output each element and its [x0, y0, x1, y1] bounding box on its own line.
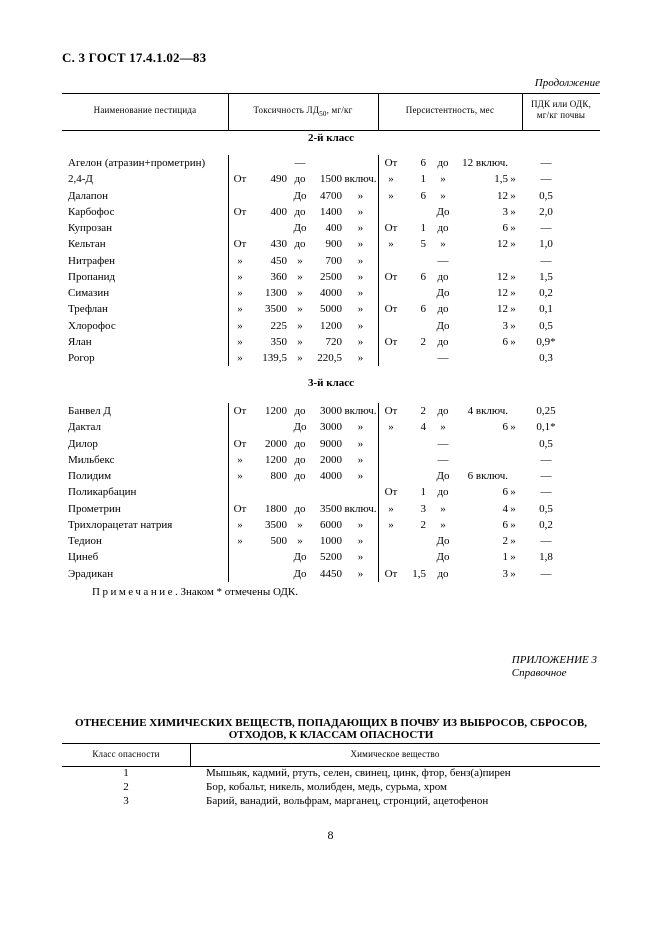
chemical-substance: Барий, ванадий, вольфрам, марганец, стронций, ацетофенон [206, 795, 489, 807]
hazard-title-line: ОТНЕСЕНИЕ ХИМИЧЕСКИХ ВЕЩЕСТВ, ПОПАДАЮЩИХ В ПОЧВУ ИЗ ВЫБРОСОВ, СБРОСОВ, [75, 717, 587, 729]
table-cell: 3500 [265, 518, 287, 531]
col-header-pdk: ПДК или ОДК, мг/кг почвы [530, 99, 592, 120]
table-cell: » [357, 254, 364, 267]
table-cell: до [437, 405, 449, 417]
chemical-substance: Мышьяк, кадмий, ртуть, селен, свинец, цинк, фтор, бенз(а)пирен [206, 767, 511, 779]
table-cell: До [436, 551, 450, 564]
appendix-heading [512, 654, 597, 680]
table-cell: до [437, 486, 449, 499]
table-cell: До [293, 567, 307, 580]
table-cell: От [233, 502, 247, 515]
continuation-label: Продолжение [534, 77, 600, 89]
class-2-heading: 2-й класс [307, 132, 355, 144]
table-cell: » [388, 502, 394, 515]
table-cell: » [297, 335, 303, 348]
table-cell: От [384, 567, 398, 580]
table-cell: 12 [497, 287, 508, 299]
table-cell: » [357, 335, 364, 348]
table-cell: » [357, 319, 364, 332]
table-cell: От [233, 205, 247, 218]
table-cell: 3 [502, 205, 508, 218]
table-cell: до [294, 205, 306, 218]
table-cell: От [384, 303, 398, 316]
pesticide-name: Купрозан [68, 222, 113, 234]
pdk-value: 0,5 [539, 319, 553, 332]
table-cell: 6 [420, 270, 426, 283]
col-divider [228, 403, 229, 582]
table-cell: до [294, 238, 306, 251]
table-cell: 12 [497, 189, 508, 202]
pesticide-name: Цинеб [68, 551, 99, 564]
table-cell: » [237, 518, 243, 531]
table-cell: До [436, 470, 450, 482]
table-cell: 500 [270, 535, 287, 547]
table-top-rule [62, 93, 600, 94]
pdk-value: 0,2 [539, 287, 553, 299]
table-cell: 360 [270, 270, 287, 283]
table-cell: 4 включ. [467, 405, 508, 417]
table-cell: » [237, 352, 243, 364]
table-cell: 2500 [320, 270, 342, 283]
table-cell: — [437, 437, 449, 450]
table-cell: 430 [270, 238, 287, 251]
pdk-value: 0,2 [539, 518, 553, 531]
table-cell: » [297, 287, 303, 299]
table-cell: » [510, 287, 516, 299]
table-cell: 1 [420, 222, 426, 234]
col-header-toxicity: Токсичность $ЛД_{50}$, мг/кг [253, 105, 353, 118]
table-cell: » [440, 238, 446, 251]
table-cell: 6 [502, 222, 508, 234]
table-cell: » [357, 352, 364, 364]
pdk-value: — [540, 567, 552, 580]
table-cell: 2000 [265, 437, 287, 450]
pesticide-name: Далапон [68, 189, 108, 202]
table-cell: До [293, 189, 307, 202]
table-header-rule [62, 130, 600, 131]
col-header-name: Наименование пестицида [93, 105, 197, 115]
table-cell: » [237, 453, 243, 466]
table-cell: — [294, 157, 306, 169]
table-cell: 4700 [320, 189, 342, 202]
pesticide-name: Рогор [68, 352, 95, 364]
table-cell: 1 [420, 173, 426, 186]
pdk-value: 2,0 [539, 205, 553, 218]
pdk-value: 1,0 [539, 238, 553, 251]
table-cell: 12 [497, 270, 508, 283]
table-cell: 3000 [320, 405, 342, 417]
table-cell: » [510, 238, 516, 251]
table-cell: До [436, 287, 450, 299]
pdk-value: 0,1 [539, 303, 553, 316]
table-cell: » [357, 421, 364, 434]
table-cell: 6 [502, 335, 508, 348]
table-cell: 6 [420, 189, 426, 202]
table-cell: » [357, 287, 364, 299]
table-cell: » [297, 518, 303, 531]
table-cell: От [233, 437, 247, 450]
table-cell: » [388, 238, 394, 251]
table-cell: 3500 [265, 303, 287, 316]
table-cell: — [437, 254, 449, 267]
table-cell: 1,5 [494, 173, 508, 186]
table-cell: 220,5 [317, 352, 342, 364]
pdk-value: — [540, 222, 552, 234]
table-cell: » [510, 567, 516, 580]
table-cell: 4450 [320, 567, 342, 580]
table-cell: » [297, 270, 303, 283]
table-cell: До [293, 222, 307, 234]
pesticide-name: Ялан [68, 335, 92, 348]
pdk-value: 1,5 [539, 270, 553, 283]
table-cell: до [437, 157, 449, 169]
table-cell: » [357, 518, 364, 531]
table-cell: 3000 [320, 421, 342, 434]
table-cell: » [357, 205, 364, 218]
table-cell: 1300 [265, 287, 287, 299]
table-cell: » [357, 437, 364, 450]
pdk-value: — [540, 535, 552, 547]
table-cell: » [357, 551, 364, 564]
table-top-rule [62, 743, 600, 744]
table-cell: 6000 [320, 518, 342, 531]
table-cell: до [294, 502, 306, 515]
table-cell: От [233, 405, 247, 417]
table-cell: 1800 [265, 502, 287, 515]
table-cell: — [437, 453, 449, 466]
table-cell: 1000 [320, 535, 342, 547]
table-cell: 3 [502, 319, 508, 332]
appendix-title: ПРИЛОЖЕНИЕ 3 [511, 654, 597, 666]
pdk-value: 0,1* [536, 421, 556, 434]
table-cell: » [237, 254, 243, 267]
table-cell: До [436, 205, 450, 218]
table-cell: » [357, 270, 364, 283]
pdk-value: 0,3 [539, 352, 553, 364]
table-cell: » [510, 502, 516, 515]
table-cell: 6 [502, 486, 508, 499]
table-cell: 4 [502, 502, 508, 515]
chemical-substance: Бор, кобальт, никель, молибден, медь, сурьма, хром [206, 781, 447, 793]
table-cell: 1200 [265, 453, 287, 466]
table-cell: 2000 [320, 453, 342, 466]
table-cell: » [510, 421, 516, 434]
table-cell: 6 [420, 157, 426, 169]
pesticide-name: Дилор [68, 437, 98, 450]
table-cell: 4000 [320, 287, 342, 299]
table-cell: От [384, 405, 398, 417]
table-note: Примечание. Знаком * отмечены ОДК. [92, 586, 298, 598]
pesticide-name: 2,4-Д [68, 173, 93, 186]
table-cell: 1200 [265, 405, 287, 417]
table-cell: » [388, 421, 394, 434]
table-cell: » [237, 303, 243, 316]
col-header-substance: Химическое вещество [350, 749, 440, 759]
table-cell: » [510, 535, 516, 547]
table-cell: — [437, 352, 449, 364]
table-cell: » [510, 270, 516, 283]
pdk-value: 1,8 [539, 551, 553, 564]
pesticide-name: Кельтан [68, 238, 106, 251]
table-cell: 1400 [320, 205, 342, 218]
table-cell: 6 [502, 421, 508, 434]
table-cell: » [510, 486, 516, 499]
document-header: С. 3 ГОСТ 17.4.1.02—83 [62, 50, 207, 65]
table-cell: От [384, 270, 398, 283]
table-cell: » [510, 518, 516, 531]
table-cell: » [297, 319, 303, 332]
table-cell: 5000 [320, 303, 342, 316]
table-cell: » [440, 518, 446, 531]
pdk-value: — [540, 486, 552, 499]
table-cell: » [357, 303, 364, 316]
table-cell: 4 [420, 421, 426, 434]
table-cell: До [293, 551, 307, 564]
table-cell: От [384, 335, 398, 348]
table-cell: 490 [270, 173, 287, 186]
col-header-class: Класс опасности [92, 749, 160, 759]
pdk-value: — [540, 157, 552, 169]
col-header-persistence: Персистентность, мес [405, 105, 495, 115]
hazard-title-line: ОТХОДОВ, К КЛАССАМ ОПАСНОСТИ [228, 729, 434, 741]
table-cell: 12 [497, 238, 508, 251]
table-cell: » [297, 303, 303, 316]
table-cell: » [237, 535, 243, 547]
pesticide-name: Карбофос [68, 205, 115, 218]
table-cell: 400 [270, 205, 287, 218]
table-cell: » [357, 535, 364, 547]
table-cell: » [237, 470, 243, 482]
table-cell: до [294, 437, 306, 450]
table-cell: 9000 [320, 437, 342, 450]
table-cell: » [510, 173, 516, 186]
table-cell: » [440, 173, 446, 186]
page-number: 8 [327, 828, 334, 842]
table-cell: » [237, 270, 243, 283]
pesticide-name: Поликарбацин [68, 486, 137, 499]
table-cell: 800 [270, 470, 287, 482]
table-cell: 2 [502, 535, 508, 547]
table-cell: 2 [420, 518, 426, 531]
table-cell: » [510, 335, 516, 348]
pesticide-name: Банвел Д [68, 405, 111, 417]
table-cell: » [237, 335, 243, 348]
pesticide-name: Трихлорацетат натрия [68, 518, 173, 531]
col-divider [228, 155, 229, 366]
pdk-value: — [540, 470, 552, 482]
table-cell: 6 [420, 303, 426, 316]
table-cell: 2 [420, 335, 426, 348]
table-cell: » [440, 421, 446, 434]
table-cell: 6 включ. [467, 470, 508, 482]
pdk-value: — [540, 453, 552, 466]
table-cell: 2 [420, 405, 426, 417]
table-cell: 139,5 [262, 352, 287, 364]
table-cell: 1200 [320, 319, 342, 332]
pesticide-name: Эрадикан [68, 567, 114, 580]
pesticide-name: Тедион [68, 535, 102, 547]
table-cell: 1,5 [412, 567, 426, 580]
table-cell: до [437, 303, 449, 316]
pesticide-name: Агелон (атразин+прометрин) [68, 157, 206, 169]
table-cell: » [388, 173, 394, 186]
table-cell: 1 [502, 551, 508, 564]
pesticide-name: Прометрин [68, 502, 121, 515]
table-cell: От [384, 157, 398, 169]
table-cell: 3 [502, 567, 508, 580]
pesticide-name: Нитрафен [68, 254, 116, 267]
appendix-subtitle: Справочное [511, 667, 567, 679]
table-cell: 5200 [320, 551, 342, 564]
pdk-value: 0,5 [539, 189, 553, 202]
hazard-class: 1 [123, 767, 129, 779]
table-cell: 1500 [320, 173, 342, 186]
table-cell: » [440, 502, 446, 515]
table-cell: » [237, 287, 243, 299]
table-cell: 6 [502, 518, 508, 531]
hazard-class: 3 [123, 795, 129, 807]
pdk-value: 0,5 [539, 437, 553, 450]
col-divider [378, 403, 379, 582]
table-cell: 1 [420, 486, 426, 499]
pesticide-name: Полидим [68, 470, 112, 482]
table-cell: до [294, 453, 306, 466]
table-cell: До [293, 421, 307, 434]
table-cell: включ. [344, 173, 377, 186]
table-cell: до [294, 405, 306, 417]
table-cell: » [357, 238, 364, 251]
table-cell: От [233, 238, 247, 251]
table-cell: 700 [325, 254, 342, 267]
table-cell: 400 [325, 222, 342, 234]
table-cell: » [510, 551, 516, 564]
table-cell: до [294, 470, 306, 482]
table-cell: до [437, 270, 449, 283]
pdk-value: — [540, 254, 552, 267]
pesticide-name: Симазин [68, 287, 110, 299]
table-cell: 12 включ. [462, 157, 508, 169]
table-cell: 3500 [320, 502, 342, 515]
table-cell: От [233, 173, 247, 186]
col-divider [378, 155, 379, 366]
hazard-class: 2 [123, 781, 129, 793]
table-cell: 5 [420, 238, 426, 251]
table-cell: » [510, 319, 516, 332]
table-cell: » [297, 535, 303, 547]
table-cell: От [384, 222, 398, 234]
table-cell: » [357, 453, 364, 466]
class-3-heading: 3-й класс [307, 377, 355, 389]
table-cell: До [436, 319, 450, 332]
table-cell: до [437, 335, 449, 348]
table-cell: » [440, 189, 446, 202]
table-cell: » [297, 352, 303, 364]
pesticide-name: Трефлан [68, 303, 108, 316]
hazard-table-title [62, 717, 600, 741]
table-cell: 12 [497, 303, 508, 316]
table-cell: » [510, 303, 516, 316]
table-cell: От [384, 486, 398, 499]
table-cell: » [510, 222, 516, 234]
table-cell: До [436, 535, 450, 547]
table-cell: 3 [420, 502, 426, 515]
table-cell: » [297, 254, 303, 267]
pdk-value: 0,25 [536, 405, 556, 417]
pdk-value: 0,9* [536, 335, 556, 348]
pesticide-name: Мильбекс [68, 453, 115, 466]
table-cell: 225 [270, 319, 287, 332]
table-cell: 4000 [320, 470, 342, 482]
table-cell: 350 [270, 335, 287, 348]
table-cell: » [357, 222, 364, 234]
table-cell: » [357, 567, 364, 580]
pesticide-name: Хлорофос [68, 319, 116, 332]
table-cell: до [437, 567, 449, 580]
table-cell: » [357, 470, 364, 482]
table-cell: » [237, 319, 243, 332]
pesticide-name: Дактал [68, 421, 101, 434]
table-cell: до [437, 222, 449, 234]
table-cell: 720 [325, 335, 342, 348]
table-cell: до [294, 173, 306, 186]
pdk-value: 0,5 [539, 502, 553, 515]
table-cell: » [510, 189, 516, 202]
pesticide-name: Пропанид [68, 270, 116, 283]
table-cell: 900 [325, 238, 342, 251]
table-cell: включ. [344, 405, 377, 417]
table-cell: » [357, 189, 364, 202]
table-cell: » [388, 518, 394, 531]
table-cell: » [388, 189, 394, 202]
pdk-value: — [540, 173, 552, 186]
table-cell: 450 [270, 254, 287, 267]
table-cell: включ. [344, 502, 377, 515]
table-cell: » [510, 205, 516, 218]
